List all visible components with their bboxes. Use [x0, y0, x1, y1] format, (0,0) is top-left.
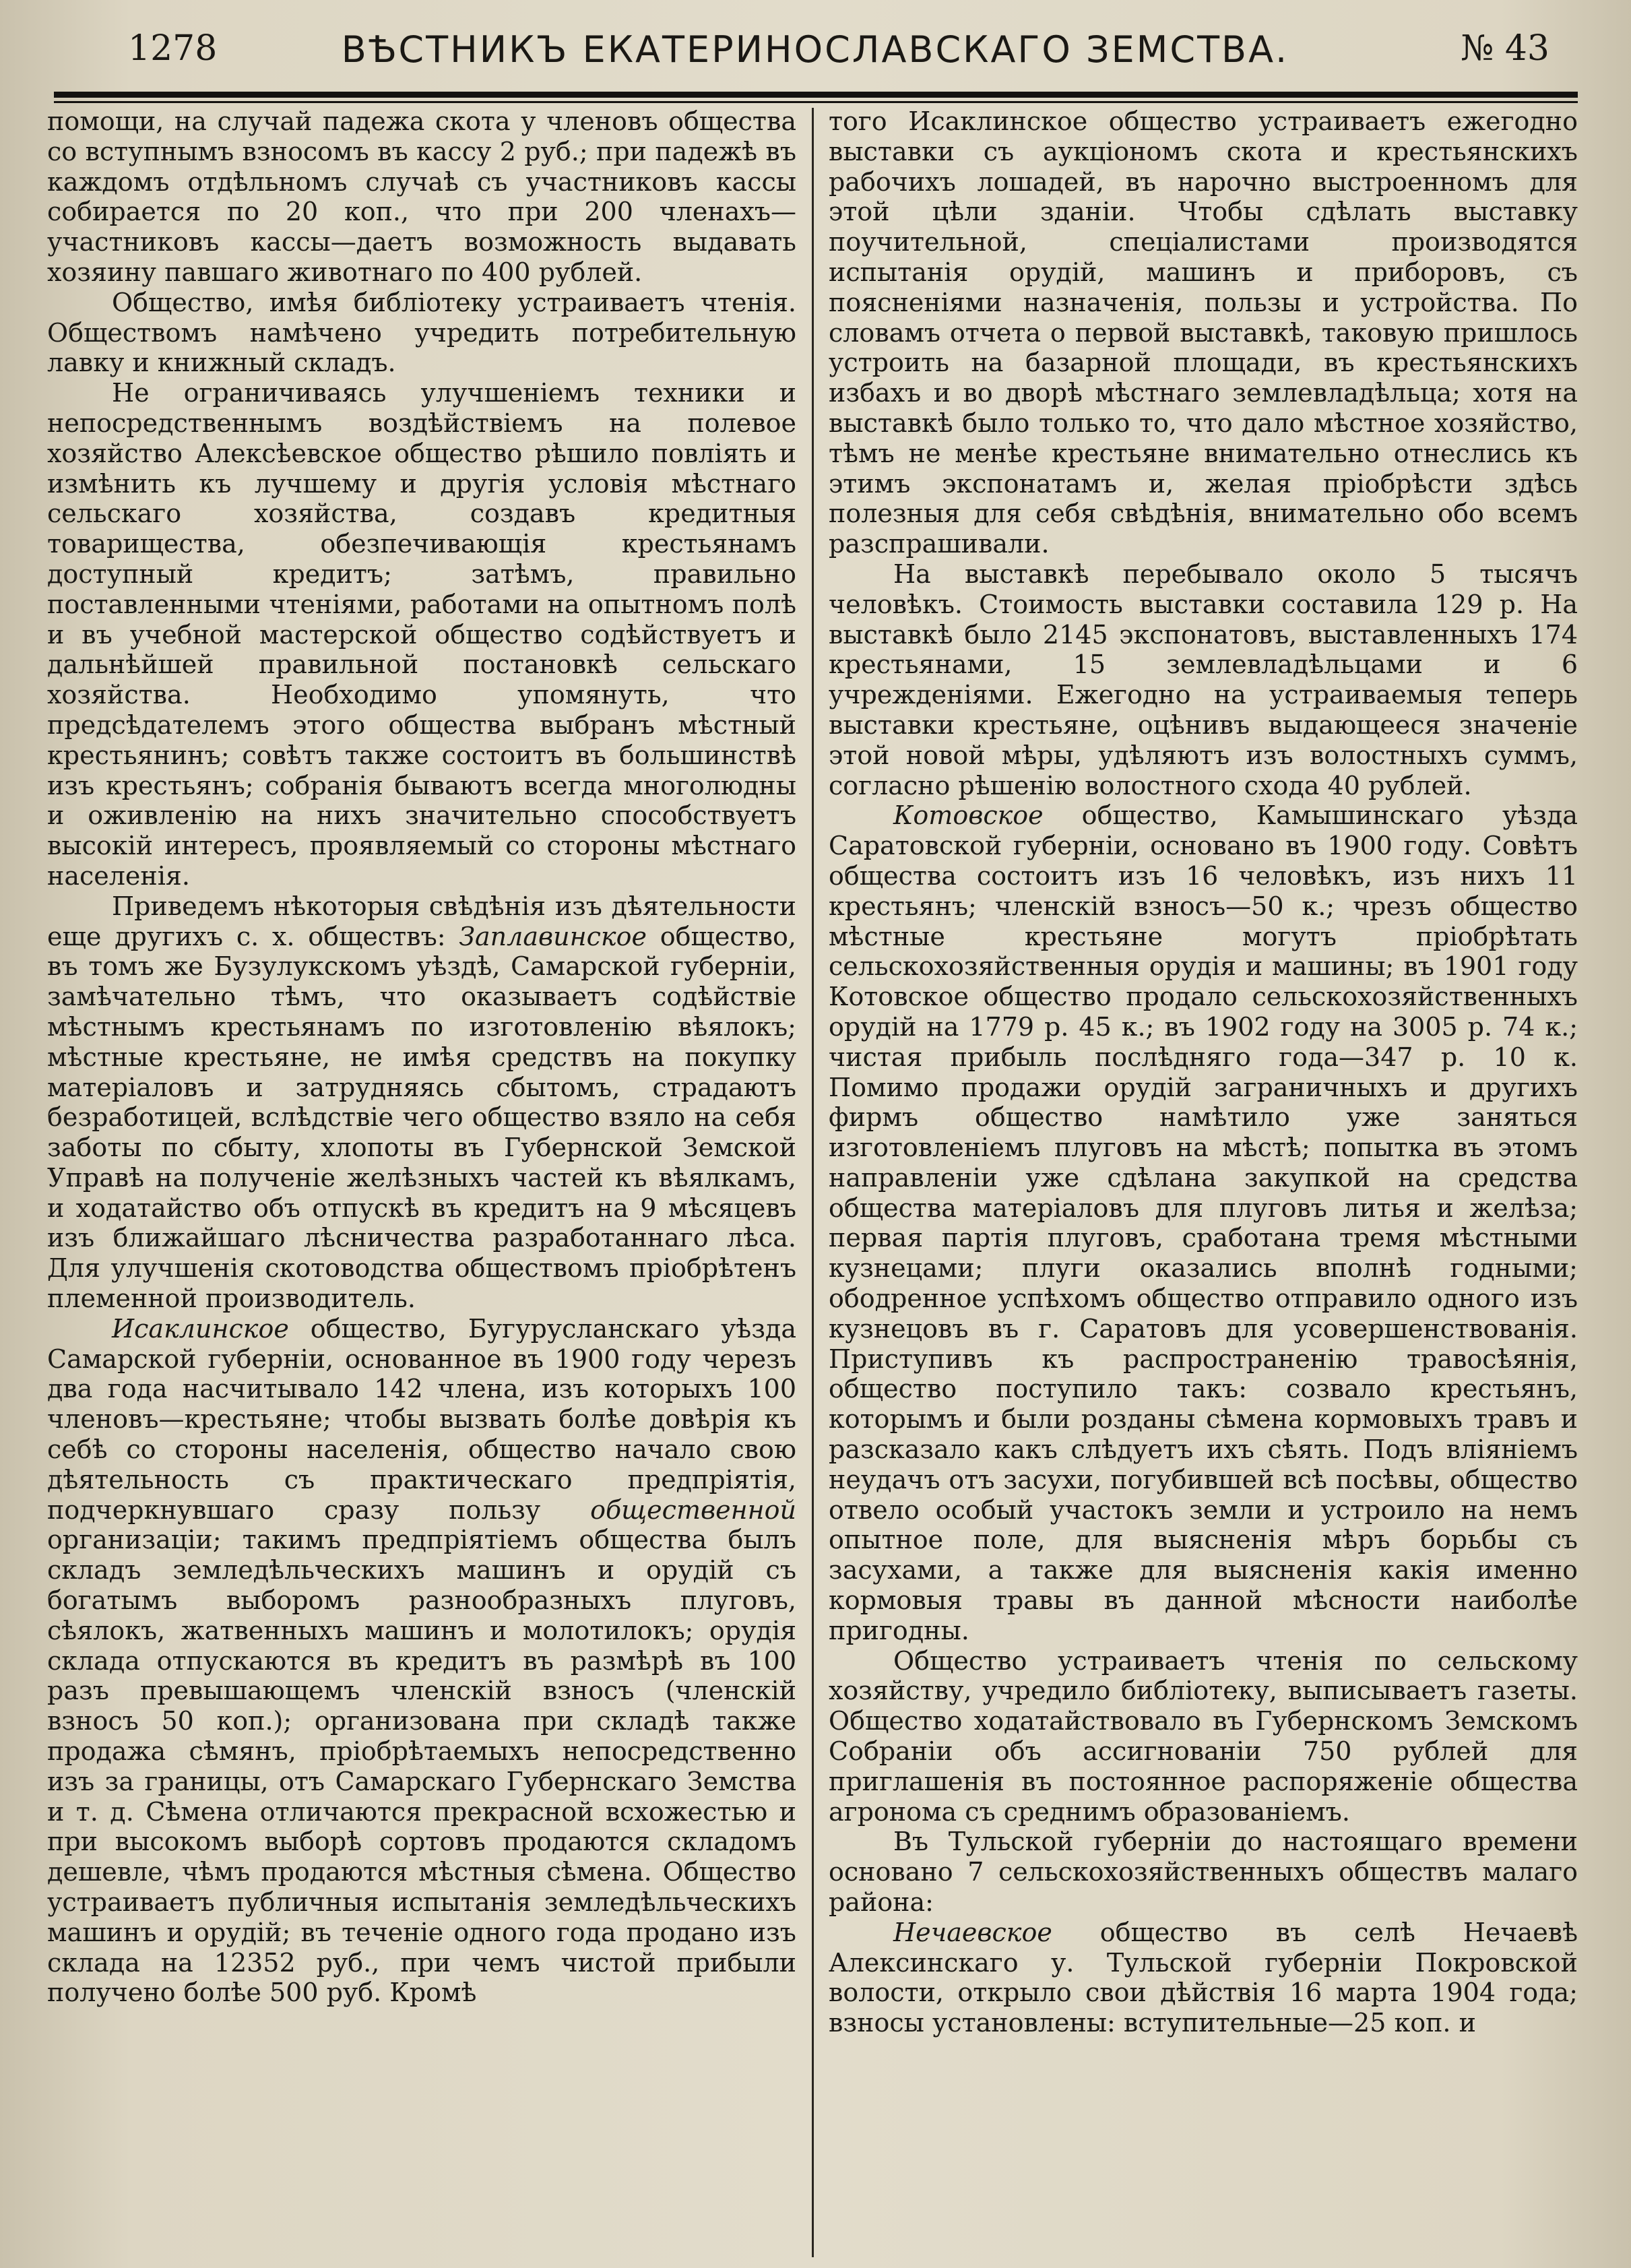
- paragraph: [829, 800, 1578, 1645]
- column-divider: [812, 108, 814, 2257]
- text-run: общество, въ томъ же Бузулукскомъ уѣздѣ, Самарской губерніи, замѣчательно тѣмъ, что оказываетъ содѣйствіе мѣстнымъ крестьянамъ по изготовленію вѣялокъ; мѣстные крестьяне, не имѣя средствъ на покупку матеріаловъ и затрудняясь сбытомъ, страдаютъ безработицей, вслѣдствіе чего общество взяло на себя заботы по сбыту, хлопоты въ Губернской Земской Управѣ на полученіе желѣзныхъ частей къ вѣялкамъ, и ходатайство объ отпускѣ въ кредитъ на 9 мѣсяцевъ изъ ближайшаго лѣсничества разработаннаго лѣса. Для улучшенія скотоводства обществомъ пріобрѣтенъ племенной производитель.: [47, 921, 796, 1314]
- text-run: общество, Бугурусланскаго уѣзда Самарской губерніи, основанное въ 1900 году черезъ два года насчитывало 142 члена, изъ которыхъ 100 членовъ—крестьяне; чтобы вызвать болѣе довѣрія къ себѣ со стороны населенія, общество начало свою дѣятельность съ практическаго предпріятія, подчеркнувшаго сразу пользу: [47, 1313, 796, 1525]
- header-rule-thick: [54, 92, 1578, 98]
- society-name: Заплавинское: [459, 921, 647, 951]
- journal-title: ВѢСТНИКЪ ЕКАТЕРИНОСЛАВСКАГО ЗЕМСТВА.: [341, 28, 1289, 71]
- right-column: [829, 106, 1578, 2256]
- paragraph: Не ограничиваясь улучшеніемъ техники и непосредственнымъ воздѣйствіемъ на полевое хозяйство Алексѣевское общество рѣшило повліять и измѣнить къ лучшему и другія условія мѣстнаго сельскаго хозяйства, создавъ кредитныя товарищества, обезпечивающія крестьянамъ доступный кредитъ; затѣмъ, правильно поставленными чтеніями, работами на опытномъ полѣ и въ учебной мастерской общество содѣйствуетъ и дальнѣйшей правильной постановкѣ сельскаго хозяйства. Необходимо упомянуть, что предсѣдателемъ этого общества выбранъ мѣстный крестьянинъ; совѣтъ также состоитъ въ большинствѣ изъ крестьянъ; собранія бываютъ всегда многолюдны и оживленію на нихъ значительно способствуетъ высокій интересъ, проявляемый со стороны мѣстнаго населенія.: [47, 378, 796, 891]
- society-name: Исаклинское: [112, 1313, 289, 1344]
- page-number: 1278: [128, 28, 218, 69]
- text-run: организаціи; такимъ предпріятіемъ общества былъ складъ земледѣльческихъ машинъ и орудій съ богатымъ выборомъ разнообразныхъ плуговъ, сѣялокъ, жатвенныхъ машинъ и молотилокъ; орудія склада отпускаются въ кредитъ въ размѣрѣ въ 100 разъ превышающемъ членскій взносъ (членскій взносъ 50 коп.); организована при складѣ также продажа сѣмянъ, пріобрѣтаемыхъ непосредственно изъ за границы, отъ Самарскаго Губернскаго Земства и т. д. Сѣмена отличаются прекрасной всхожестью и при высокомъ выборѣ сортовъ продаются складомъ дешевле, чѣмъ продаются мѣстныя сѣмена. Общество устраиваетъ публичныя испытанія земледѣльческихъ машинъ и орудій; въ теченіе одного года продано изъ склада на 12352 руб., при чемъ чистой прибыли получено болѣе 500 руб. Кромѣ: [47, 1525, 796, 2008]
- paragraph: помощи, на случай падежа скота у членовъ общества со вступнымъ взносомъ въ кассу 2 руб.; при падежѣ въ каждомъ отдѣльномъ случаѣ съ участниковъ кассы собирается по 20 коп., что при 200 членахъ—участниковъ кассы—даетъ возможность выдавать хозяину павшаго животнаго по 400 рублей.: [47, 106, 796, 287]
- page-header: [54, 19, 1576, 80]
- text-run: общество, Камышинскаго уѣзда Саратовской губерніи, основано въ 1900 году. Совѣтъ общества состоитъ изъ 16 человѣкъ, изъ нихъ 11 крестьянъ; членскій взносъ—50 к.; чрезъ общество мѣстные крестьяне могутъ пріобрѣтать сельскохозяйственныя орудія и машины; въ 1901 году Котовское общество продало сельскохозяйственныхъ орудій на 1779 р. 45 к.; въ 1902 году на 3005 р. 74 к.; чистая прибыль послѣдняго года—347 р. 10 к. Помимо продажи орудій заграничныхъ и другихъ фирмъ общество намѣтило уже заняться изготовленіемъ плуговъ на мѣстѣ; попытка въ этомъ направленіи уже сдѣлана закупкой на средства общества матеріаловъ для плуговъ литья и желѣза; первая партія плуговъ, сработана тремя мѣстными кузнецами; плуги оказались вполнѣ годными; ободренное успѣхомъ общество отправило одного изъ кузнецовъ въ г. Саратовъ для усовершенствованія. Приступивъ къ распространенію травосѣянія, общество поступило такъ: созвало крестьянъ, которымъ и были розданы сѣмена кормовыхъ травъ и разсказало какъ слѣдуетъ ихъ сѣять. Подъ вліяніемъ неудачъ отъ засухи, погубившей всѣ посѣвы, общество отвело особый участокъ земли и устроило на немъ опытное поле, для выясненія мѣръ борьбы съ засухами, а также для выясненія какія именно кормовыя травы въ данной мѣсности наиболѣе пригодны.: [829, 800, 1578, 1645]
- paragraph: Въ Тульской губерніи до настоящаго времени основано 7 сельскохозяйственныхъ обществъ малаго района:: [829, 1827, 1578, 1918]
- paragraph: Общество устраиваетъ чтенія по сельскому хозяйству, учредило библіотеку, выписываетъ газеты. Общество ходатайствовало въ Губернскомъ Земскомъ Собраніи объ ассигнованіи 750 рублей для приглашенія въ постоянное распоряженіе общества агронома съ среднимъ образованіемъ.: [829, 1645, 1578, 1827]
- issue-number: № 43: [1461, 28, 1549, 69]
- paragraph: [47, 891, 796, 1314]
- text-run: Приведемъ нѣкоторыя свѣдѣнія изъ дѣятельности еще другихъ с. х. обществъ:: [47, 891, 796, 951]
- text-run: общество въ селѣ Нечаевѣ Алексинскаго у. Тульской губерніи Покровской волости, открыло свои дѣйствія 16 марта 1904 года; взносы установлены: вступительные—25 коп. и: [829, 1917, 1578, 2038]
- paragraph: того Исаклинское общество устраиваетъ ежегодно выставки съ аукціономъ скота и крестьянскихъ рабочихъ лошадей, въ нарочно выстроенномъ для этой цѣли зданіи. Чтобы сдѣлать выставку поучительной, спеціалистами производятся испытанія орудій, машинъ и приборовъ, съ поясненіями назначенія, пользы и устройства. По словамъ отчета о первой выставкѣ, таковую пришлось устроить на базарной площади, въ крестьянскихъ избахъ и во дворѣ мѣстнаго землевладѣльца; хотя на выставкѣ было только то, что дало мѣстное хозяйство, тѣмъ не менѣе крестьяне внимательно отнеслись къ этимъ экспонатамъ и, желая пріобрѣсти здѣсь полезныя для себя свѣдѣнія, внимательно обо всемъ разспрашивали.: [829, 106, 1578, 559]
- emphasis: общественной: [590, 1494, 796, 1525]
- left-column: [47, 106, 796, 2256]
- paragraph: На выставкѣ перебывало около 5 тысячъ человѣкъ. Стоимость выставки составила 129 р. На выставкѣ было 2145 экспонатовъ, выставленныхъ 174 крестьянами, 15 землевладѣльцами и 6 учрежденіями. Ежегодно на устраиваемыя теперь выставки крестьяне, оцѣнивъ выдающееся значеніе этой новой мѣры, удѣляютъ изъ волостныхъ суммъ, согласно рѣшенію волостного схода 40 рублей.: [829, 559, 1578, 800]
- society-name: Котовское: [893, 800, 1044, 831]
- paragraph: [47, 1314, 796, 2008]
- society-name: Нечаевское: [893, 1917, 1052, 1947]
- header-rule-thin: [54, 101, 1578, 103]
- paragraph: Общество, имѣя библіотеку устраиваетъ чтенія. Обществомъ намѣчено учредить потребительную лавку и книжный складъ.: [47, 287, 796, 378]
- paragraph: [829, 1918, 1578, 2038]
